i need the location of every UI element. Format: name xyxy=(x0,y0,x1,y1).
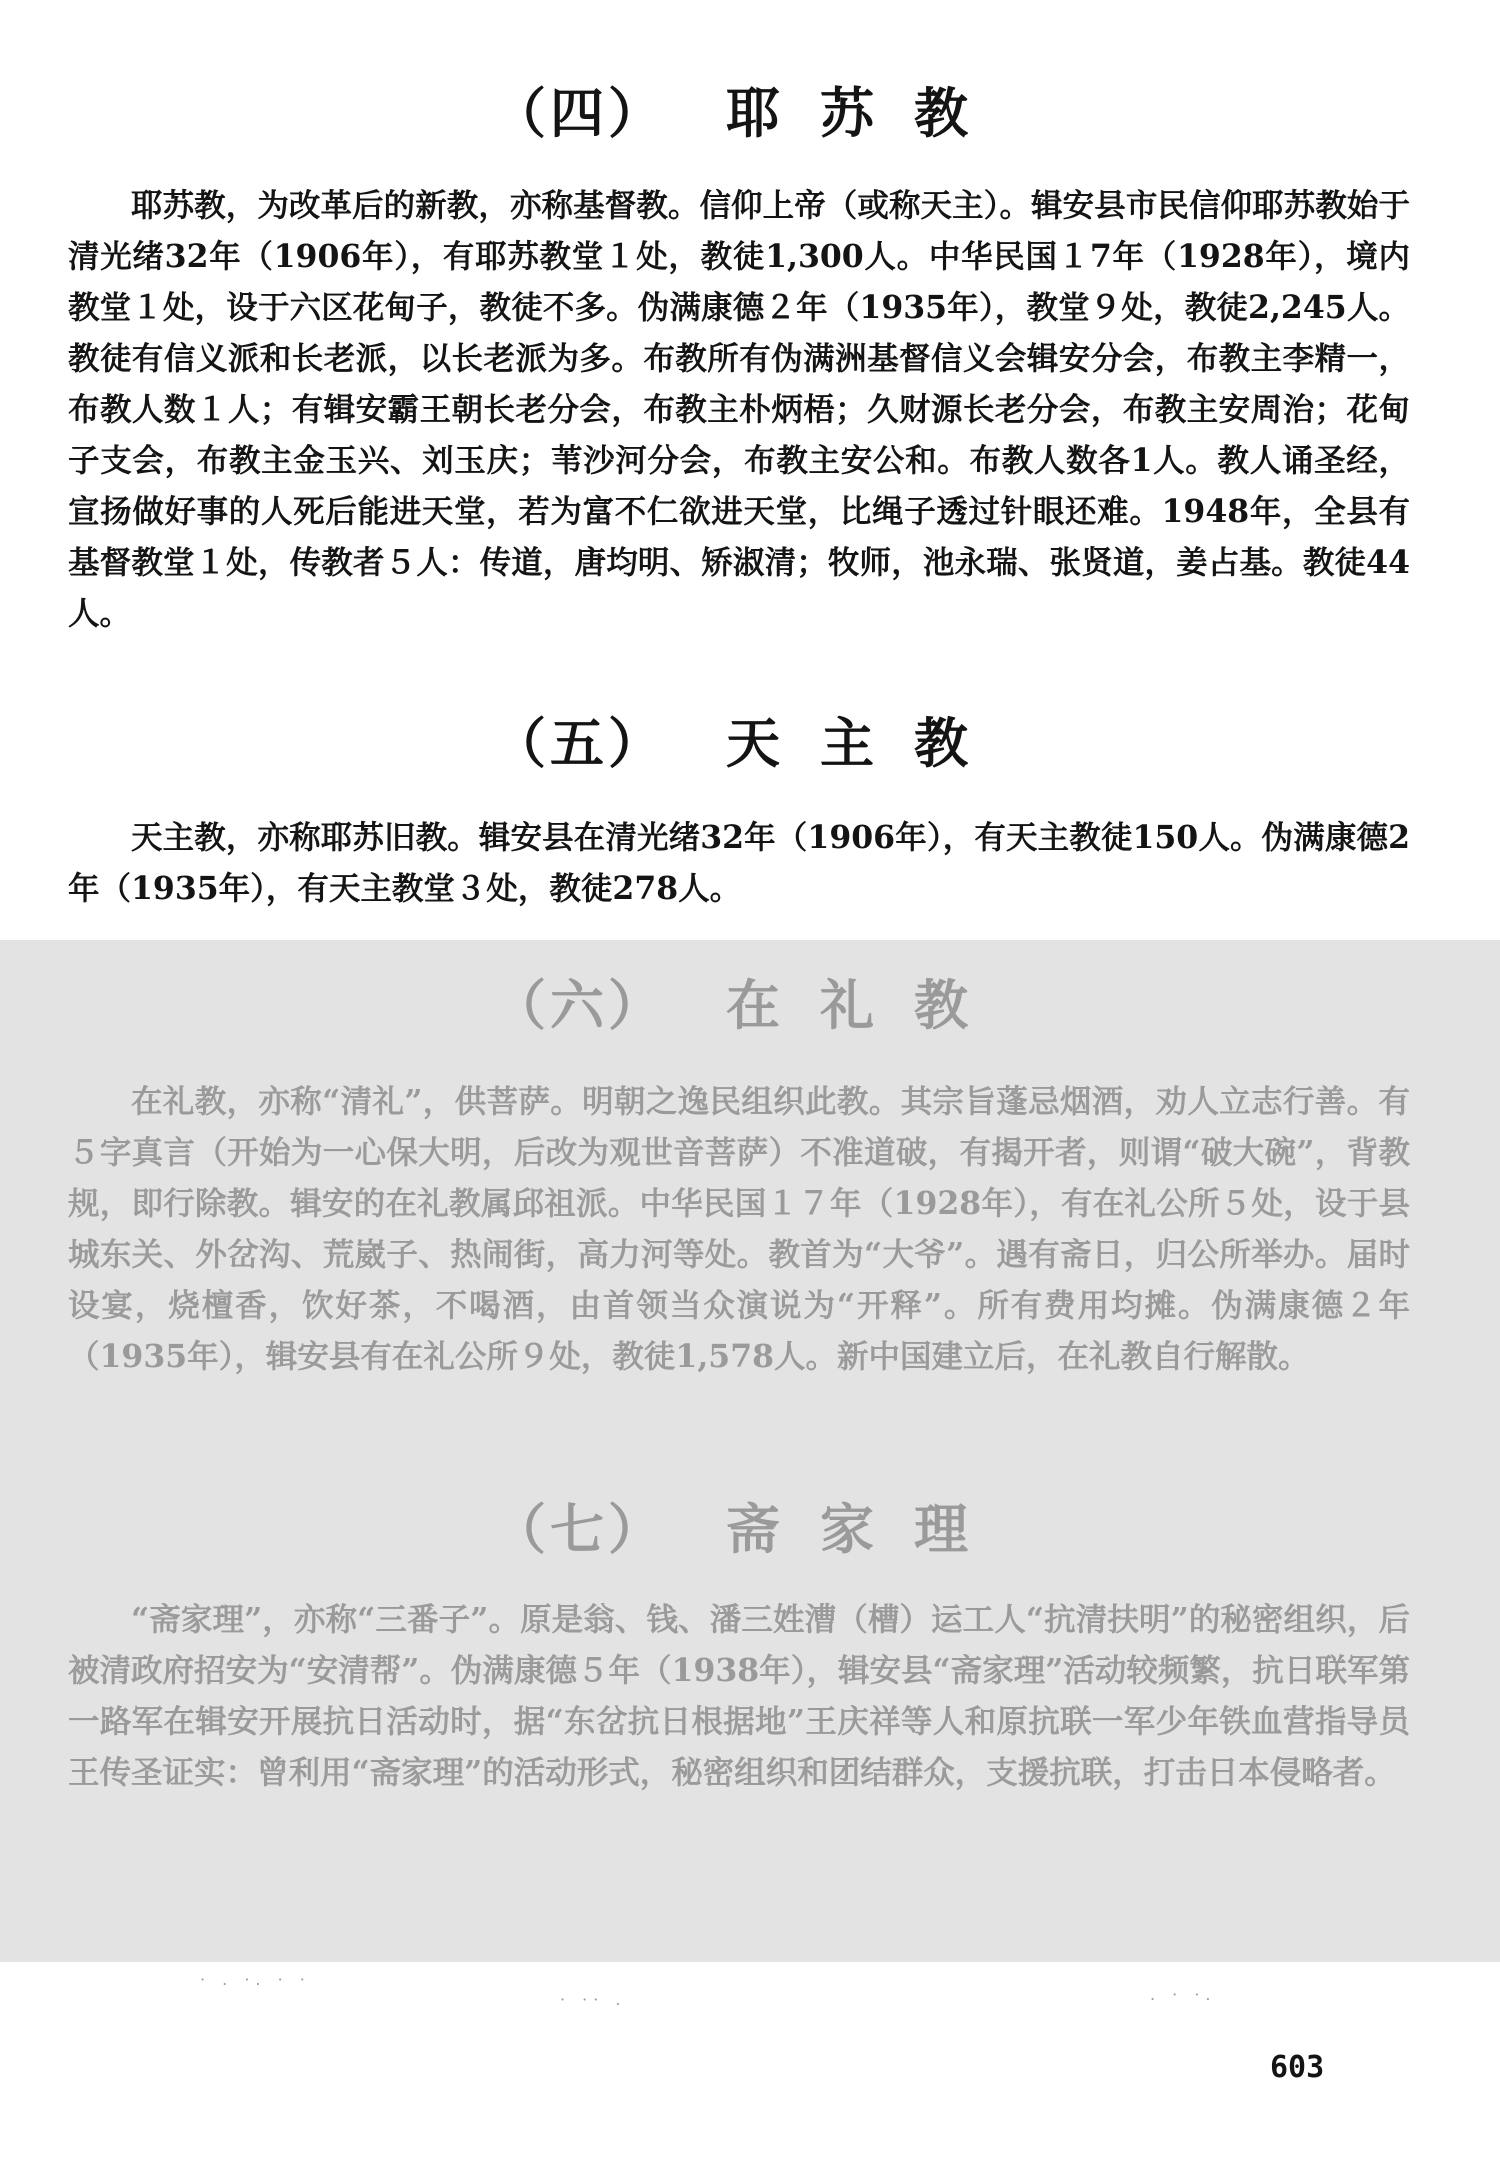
section-body-7: “斋家理”，亦称“三番子”。原是翁、钱、潘三姓漕（槽）运工人“抗清扶明”的秘密组织，后被清政府招安为“安清帮”。伪满康德５年（1938年），辑安县“斋家理”活动较频繁，抗日联军第一路军在辑安开展抗日活动时，据“东岔抗日根据地”王庆祥等人和原抗联一军少年铁血营指导员王传圣证实：曾利用“斋家理”的活动形式，秘密组织和团结群众，支援抗联，打击日本侵略者。 xyxy=(68,1601,1410,1791)
section-body-5: 天主教，亦称耶苏旧教。辑安县在清光绪32年（1906年），有天主教徒150人。伪满康德2年（1935年），有天主教堂３处，教徒278人。 xyxy=(68,819,1410,907)
section-heading-5 xyxy=(0,711,1500,775)
scan-speckle: . · ·. xyxy=(1150,1985,1217,2004)
section-number: （七） xyxy=(492,1497,666,1561)
section-body-6: 在礼教，亦称“清礼”，供菩萨。明朝之逸民组织此教。其宗旨蓬忌烟酒，劝人立志行善。有５字真言（开始为一心保大明，后改为观世音菩萨）不准道破，有揭开者，则谓“破大碗”，背教规，即行除教。辑安的在礼教属邱祖派。中华民国１７年（1928年），有在礼公所５处，设于县城东关、外岔沟、荒崴子、热闹街，高力河等处。教首为“大爷”。遇有斋日，归公所举办。届时设宴，烧檀香，饮好茶，不喝酒，由首领当众演说为“开释”。所有费用均摊。伪满康德２年（1935年），辑安县有在礼公所９处，教徒1,578人。新中国建立后，在礼教自行解散。 xyxy=(68,1083,1410,1375)
section-number: （四） xyxy=(492,81,666,145)
scan-speckle: · . ·. · · xyxy=(200,1970,311,1989)
section-name: 耶苏教 xyxy=(726,81,1008,145)
section-number: （五） xyxy=(492,711,666,775)
section-heading-7 xyxy=(0,1497,1500,1561)
section-body-4: 耶苏教，为改革后的新教，亦称基督教。信仰上帝（或称天主）。辑安县市民信仰耶苏教始于清光绪32年（1906年），有耶苏教堂１处，教徒1,300人。中华民国１7年（1928年），境内教堂１处，设于六区花甸子，教徒不多。伪满康德２年（1935年），教堂９处，教徒2,245人。教徒有信义派和长老派，以长老派为多。布教所有伪满洲基督信义会辑安分会，布教主李精一，布教人数１人；有辑安霸王朝长老分会，布教主朴炳梧；久财源长老分会，布教主安周治；花甸子支会，布教主金玉兴、刘玉庆；苇沙河分会，布教主安公和。布教人数各1人。教人诵圣经，宣扬做好事的人死后能进天堂，若为富不仁欲进天堂，比绳子透过针眼还难。1948年，全县有基督教堂１处，传教者５人：传道，唐均明、矫淑清；牧师，池永瑞、张贤道，姜占基。教徒44人。 xyxy=(68,187,1410,632)
section-name: 天主教 xyxy=(726,711,1008,775)
section-name: 在礼教 xyxy=(726,973,1008,1037)
section-heading-4 xyxy=(0,81,1500,145)
page-number: 603 xyxy=(1270,2050,1325,2085)
section-number: （六） xyxy=(492,973,666,1037)
section-heading-6 xyxy=(0,973,1500,1037)
scan-speckle: · ·· . xyxy=(560,1990,627,2009)
section-name: 斋家理 xyxy=(726,1497,1008,1561)
